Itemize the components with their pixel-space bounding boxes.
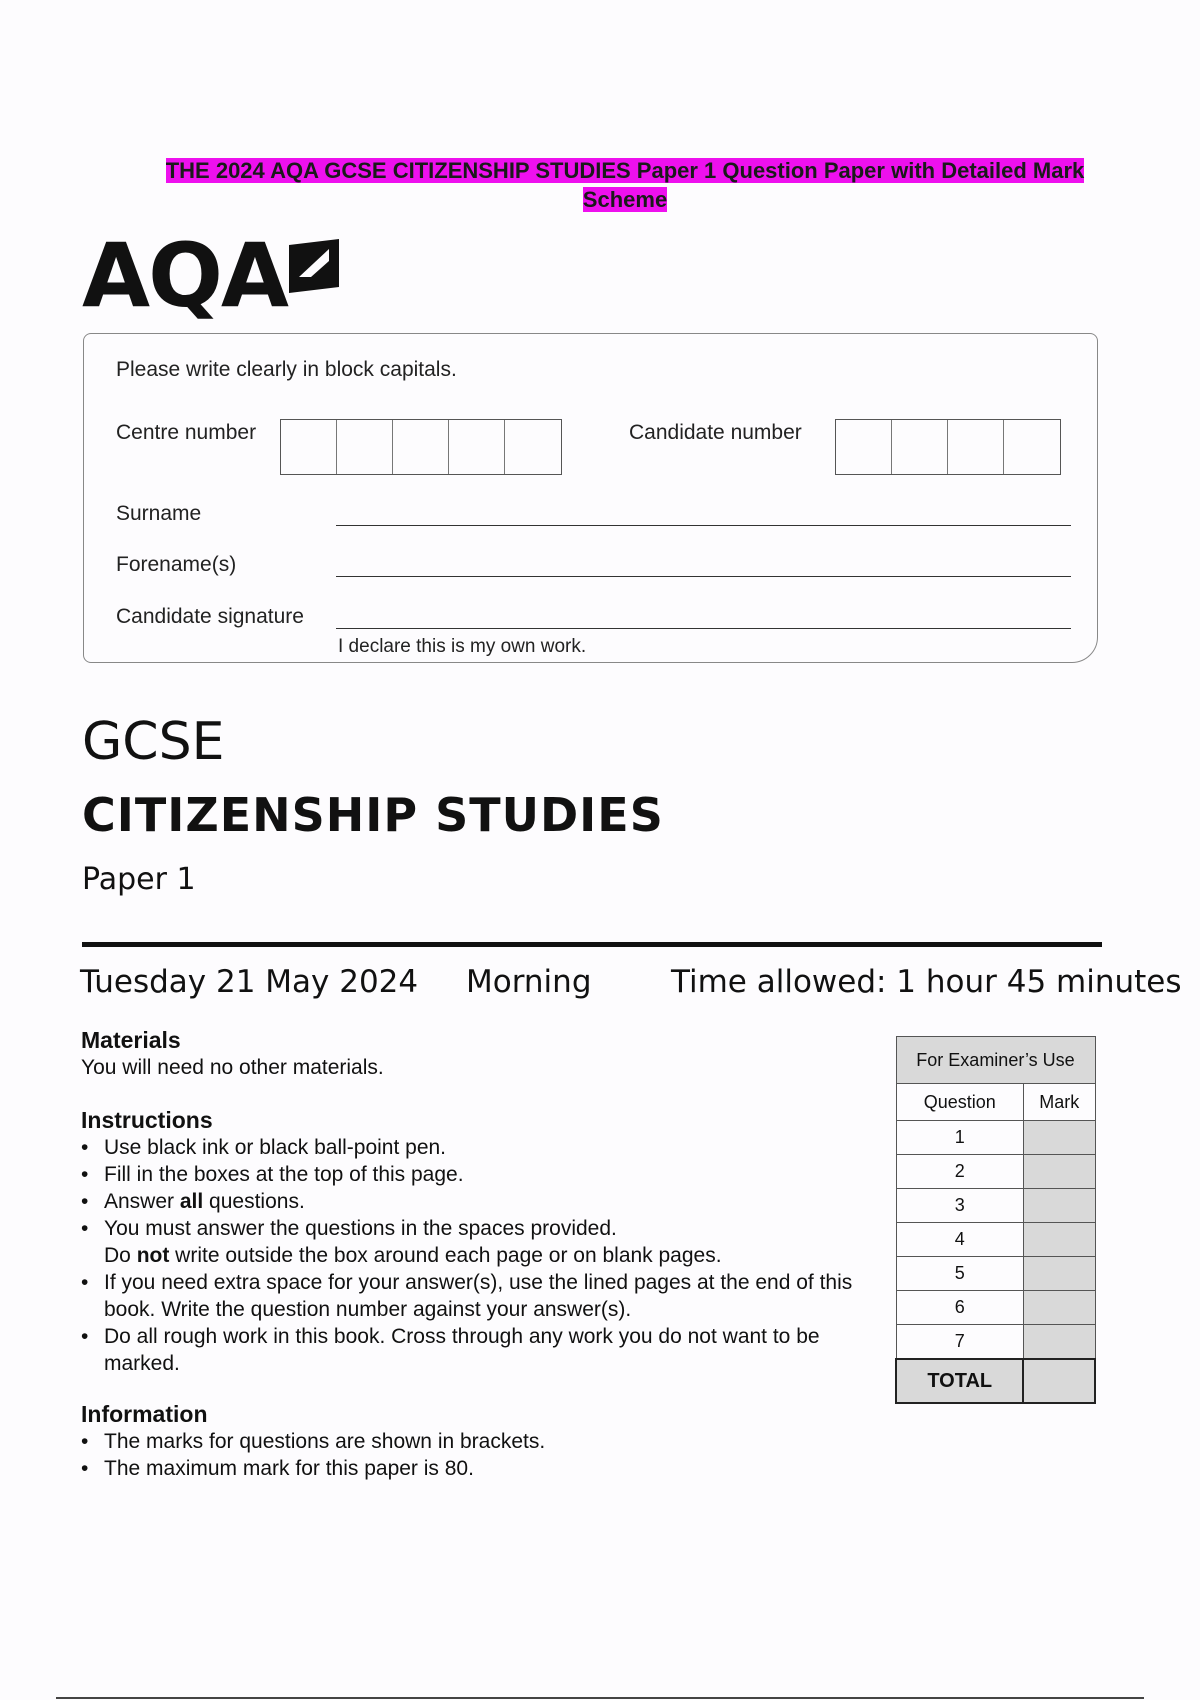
centre-digit-box[interactable]	[337, 420, 393, 474]
candidate-digit-box[interactable]	[892, 420, 948, 474]
instructions-section	[81, 1107, 871, 1377]
mark-cell	[1023, 1325, 1095, 1360]
candidate-digit-box[interactable]	[948, 420, 1004, 474]
banner-line-1: THE 2024 AQA GCSE CITIZENSHIP STUDIES Paper 1 Question Paper with Detailed Mark	[165, 158, 1085, 183]
table-row	[896, 1325, 1095, 1360]
list-item: • The marks for questions are shown in brackets.	[81, 1428, 871, 1455]
total-row	[896, 1359, 1095, 1403]
list-item: • If you need extra space for your answer(s), use the lined pages at the end of this book. Write the question number against your answer(s).	[81, 1269, 874, 1323]
table-row	[896, 1257, 1095, 1291]
forename-field[interactable]	[336, 576, 1071, 577]
declaration-text: I declare this is my own work.	[338, 636, 587, 657]
footer-divider	[56, 1697, 1144, 1699]
candidate-digit-box[interactable]	[1004, 420, 1060, 474]
centre-number-boxes[interactable]	[280, 419, 562, 475]
examiner-table-title: For Examiner’s Use	[896, 1037, 1095, 1084]
signature-field[interactable]	[336, 628, 1071, 629]
list-item: • Use black ink or black ball-point pen.	[81, 1134, 871, 1161]
time-allowed: Time allowed: 1 hour 45 minutes	[671, 964, 1182, 1000]
table-row	[896, 1223, 1095, 1257]
information-section	[81, 1401, 871, 1482]
table-row	[896, 1291, 1095, 1325]
question-number: 1	[896, 1121, 1023, 1155]
block-capitals-instruction: Please write clearly in block capitals.	[116, 358, 457, 381]
total-label: TOTAL	[896, 1359, 1023, 1403]
centre-digit-box[interactable]	[505, 420, 561, 474]
materials-section	[81, 1027, 871, 1081]
heading-divider	[82, 942, 1102, 947]
question-number: 3	[896, 1189, 1023, 1223]
question-number: 5	[896, 1257, 1023, 1291]
candidate-number-label: Candidate number	[629, 421, 802, 444]
surname-field[interactable]	[336, 525, 1071, 526]
list-item: • Answer all questions.	[81, 1188, 871, 1215]
table-row	[896, 1189, 1095, 1223]
centre-digit-box[interactable]	[393, 420, 449, 474]
list-item: • The maximum mark for this paper is 80.	[81, 1455, 871, 1482]
table-row	[896, 1121, 1095, 1155]
qualification-title: GCSE	[82, 712, 225, 772]
materials-text: You will need no other materials.	[81, 1056, 384, 1079]
examiner-use-table	[895, 1036, 1096, 1404]
forename-label: Forename(s)	[116, 553, 237, 576]
question-number: 4	[896, 1223, 1023, 1257]
mark-cell	[1023, 1121, 1095, 1155]
candidate-number-boxes[interactable]	[835, 419, 1061, 475]
information-title: Information	[81, 1401, 208, 1427]
total-mark-cell	[1023, 1359, 1095, 1403]
mark-cell	[1023, 1155, 1095, 1189]
list-item: • Do all rough work in this book. Cross through any work you do not want to be marked.	[81, 1323, 834, 1377]
information-list	[81, 1428, 871, 1482]
signature-label: Candidate signature	[116, 605, 304, 628]
banner-line-2: Scheme	[582, 187, 668, 212]
exam-date: Tuesday 21 May 2024	[80, 964, 419, 1000]
paper-title: Paper 1	[82, 862, 196, 897]
list-item: • Fill in the boxes at the top of this page.	[81, 1161, 871, 1188]
aqa-logo	[82, 224, 288, 327]
question-number: 6	[896, 1291, 1023, 1325]
question-number: 7	[896, 1325, 1023, 1360]
centre-digit-box[interactable]	[281, 420, 337, 474]
mark-cell	[1023, 1223, 1095, 1257]
instructions-list	[81, 1134, 871, 1377]
exam-session: Morning	[466, 964, 592, 1000]
surname-label: Surname	[116, 502, 202, 525]
question-number: 2	[896, 1155, 1023, 1189]
subject-title: CITIZENSHIP STUDIES	[82, 788, 664, 842]
mark-cell	[1023, 1189, 1095, 1223]
title-banner	[100, 156, 1150, 214]
mark-cell	[1023, 1257, 1095, 1291]
mark-cell	[1023, 1291, 1095, 1325]
list-item: • You must answer the questions in the spaces provided. Do not write outside the box around each page or on blank pages.	[81, 1215, 871, 1269]
instructions-title: Instructions	[81, 1107, 213, 1133]
mark-column-header: Mark	[1023, 1084, 1095, 1121]
materials-title: Materials	[81, 1027, 181, 1053]
table-row	[896, 1155, 1095, 1189]
logo-text: AQA	[82, 224, 288, 327]
candidate-digit-box[interactable]	[836, 420, 892, 474]
candidate-details-box	[83, 333, 1098, 663]
aqa-logo-mark-icon	[285, 237, 343, 295]
centre-digit-box[interactable]	[449, 420, 505, 474]
question-column-header: Question	[896, 1084, 1023, 1121]
centre-number-label: Centre number	[116, 421, 257, 444]
